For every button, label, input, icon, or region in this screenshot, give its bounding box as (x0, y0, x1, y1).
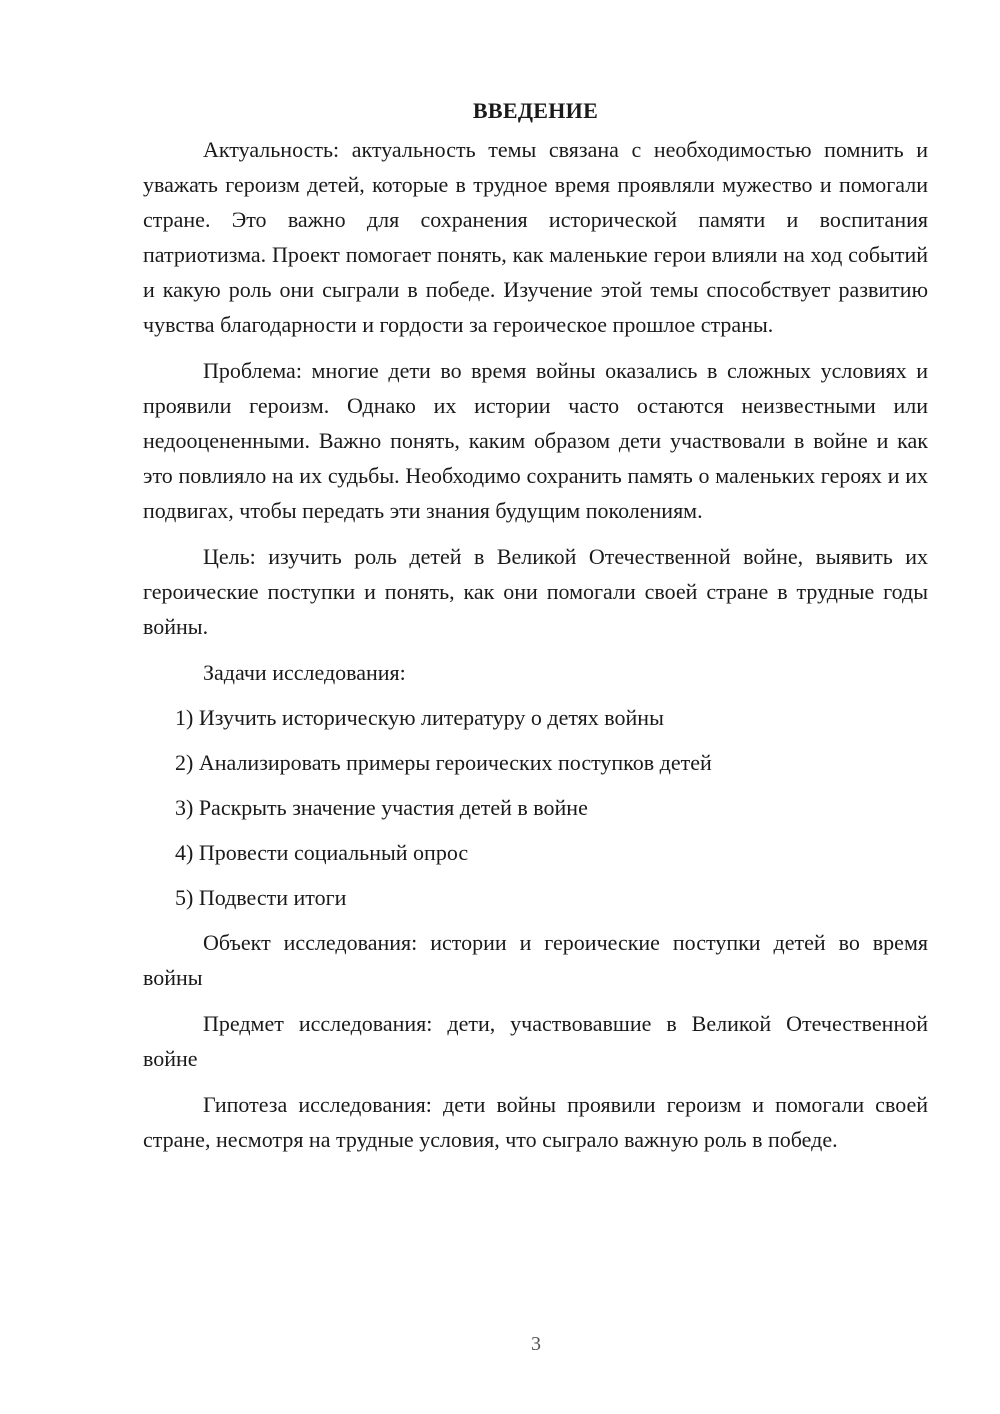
list-item: 3) Раскрыть значение участия детей в войне (175, 795, 588, 820)
document-page (143, 96, 928, 1168)
list-item: 1) Изучить историческую литературу о детях войны (175, 705, 664, 730)
problem-paragraph: Проблема: многие дети во время войны оказались в сложных условиях и проявили героизм. Однако их истории часто остаются неизвестными или недооцененными. Важно понять, каким образом дети участвовали в войне и как это повлияло на их судьбы. Необходимо сохранить память о маленьких героях и их подвигах, чтобы передать эти знания будущим поколениям. (143, 358, 928, 523)
relevance-paragraph: Актуальность: актуальность темы связана с необходимостью помнить и уважать героизм детей, которые в трудное время проявляли мужество и помогали стране. Это важно для сохранения исторической памяти и воспитания патриотизма. Проект помогает понять, как маленькие герои влияли на ход событий и какую роль они сыграли в победе. Изучение этой темы способствует развитию чувства благодарности и гордости за героическое прошлое страны. (143, 137, 928, 337)
object-paragraph: Объект исследования: истории и героические поступки детей во время войны (143, 930, 928, 990)
subject-paragraph: Предмет исследования: дети, участвовавшие в Великой Отечественной войне (143, 1011, 928, 1071)
list-item: 5) Подвести итоги (175, 885, 347, 910)
page-number: 3 (531, 1333, 541, 1355)
list-item: 4) Провести социальный опрос (175, 840, 469, 865)
tasks-heading: Задачи исследования: (203, 660, 406, 685)
hypothesis-paragraph: Гипотеза исследования: дети войны проявили героизм и помогали своей стране, несмотря на трудные условия, что сыграло важную роль в победе. (143, 1092, 928, 1152)
tasks-list (143, 700, 928, 915)
page-title: ВВЕДЕНИЕ (472, 98, 599, 123)
list-item: 2) Анализировать примеры героических поступков детей (175, 750, 712, 775)
goal-paragraph: Цель: изучить роль детей в Великой Отечественной войне, выявить их героические поступки и понять, как они помогали своей стране в трудные годы войны. (143, 544, 928, 639)
